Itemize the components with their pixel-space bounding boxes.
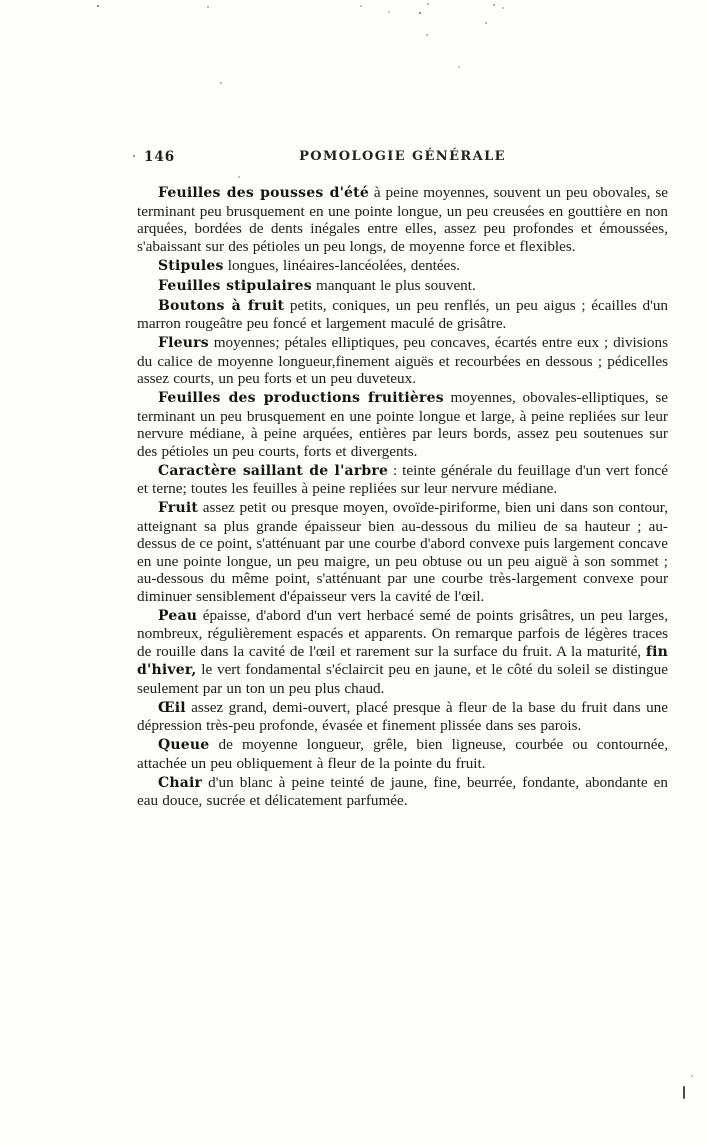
inline-bold-fin-dhiver: fin d'hiver, (137, 643, 668, 678)
paragraph-text: moyennes; pétales elliptiques, peu concaves, écartés entre eux ; divisions du calice de moyenne longueur,finement aiguës et recourbées en dessous ; pédicelles assez courts, un peu forts et un peu duveteux. (137, 334, 668, 387)
scan-ink-mark (683, 1086, 685, 1099)
term-feuilles-productions-fruitieres: Feuilles des productions fruitières (158, 390, 444, 406)
paragraph-text: longues, linéaires-lancéolées, dentées. (223, 256, 461, 274)
paragraph-text: assez petit ou presque moyen, ovoïde-piriforme, bien uni dans son contour, atteignant sa plus grande épaisseur bien au-dessous du milieu de sa hauteur ; au-dessus de ce point, s'atténuant par une courbe d'abord convexe puis largement concave en une pointe longue, un peu maigre, un peu obtuse ou un peu aiguë à son sommet ; au-dessous du même point, s'atténuant par une courbe très-largement convexe pour diminuer sensiblement d'épaisseur vers la cavité de l'œil. (137, 499, 668, 605)
paragraph-feuilles-pousses-ete (137, 184, 668, 255)
paragraph-oeil (137, 699, 668, 735)
paragraph-text: petits, coniques, un peu renflés, un peu aigus ; écailles d'un marron rougeâtre peu foncé et largement maculé de grisâtre. (137, 296, 669, 332)
paragraph-feuilles-stipulaires (137, 277, 668, 296)
paragraph-fruit (137, 499, 668, 605)
paragraph-boutons-a-fruit (137, 297, 668, 333)
paragraph-caractere-saillant (137, 462, 668, 498)
term-fruit: Fruit (158, 500, 199, 516)
term-feuilles-pousses-ete: Feuilles des pousses d'été (158, 185, 369, 201)
page-number: 146 (144, 149, 176, 165)
page-body (137, 184, 668, 811)
term-feuilles-stipulaires: Feuilles stipulaires (158, 277, 312, 294)
paragraph-peau (137, 607, 668, 698)
term-stipules: Stipules (158, 257, 224, 274)
paragraph-text: : teinte générale du feuillage d'un vert foncé et terne; toutes les feuilles à peine repliées sur leur nervure médiane. (137, 461, 668, 497)
running-header (137, 148, 668, 166)
term-oeil: Œil (158, 699, 186, 716)
paragraph-stipules (137, 257, 668, 276)
paragraph-chair (137, 774, 668, 810)
paragraph-feuilles-productions-fruitieres (137, 389, 668, 460)
paragraph-fleurs (137, 334, 668, 388)
paragraph-text: manquant le plus souvent. (311, 276, 476, 294)
paragraph-text: le vert fondamental s'éclaircit peu en jaune, et le côté du soleil se distingue seulement par un ton un peu plus chaud. (137, 661, 668, 697)
header-title: POMOLOGIE GÉNÉRALE (299, 149, 506, 164)
paragraph-text: moyennes, obovales-elliptiques, se terminant un peu brusquement en une pointe longue et large, à peine repliées sur leur nervure médiane, à peine arquées, entières par leurs bords, assez peu soutenues sur des pétioles un peu courts, forts et divergents. (137, 389, 668, 460)
paragraph-queue (137, 736, 668, 772)
term-fleurs: Fleurs (158, 335, 209, 351)
term-boutons-a-fruit: Boutons à fruit (158, 297, 285, 314)
term-queue: Queue (158, 737, 210, 753)
term-chair: Chair (158, 774, 203, 791)
paragraph-text: assez grand, demi-ouvert, placé presque à fleur de la base du fruit dans une dépression très-peu profonde, évasée et finement plissée dans ses parois. (137, 698, 668, 734)
paragraph-text: d'un blanc à peine teinté de jaune, fine, beurrée, fondante, abondante en eau douce, sucrée et délicatement parfumée. (137, 773, 668, 809)
paragraph-text: épaisse, d'abord d'un vert herbacé semé de points grisâtres, un peu larges, nombreux, régulièrement espacés et apparents. On remarque parfois de légères traces de rouille dans la cavité de l'œil et rarement sur la surface du fruit. A la maturité, (137, 606, 668, 660)
paragraph-text: de moyenne longueur, grêle, bien ligneuse, courbée ou contournée, attachée un peu obliquement à fleur de la pointe du fruit. (137, 736, 668, 772)
term-caractere-saillant: Caractère saillant de l'arbre (158, 462, 389, 479)
paragraph-text: à peine moyennes, souvent un peu obovales, se terminant peu brusquement en une pointe longue, un peu creusées en gouttière en non arquées, bordées de dents inégales entre elles, assez peu profondes et émoussées, s'abaissant sur des pétioles un peu longs, de moyenne force et flexibles. (137, 184, 668, 255)
term-peau: Peau (158, 607, 198, 624)
scan-speckles (0, 0, 2, 2)
